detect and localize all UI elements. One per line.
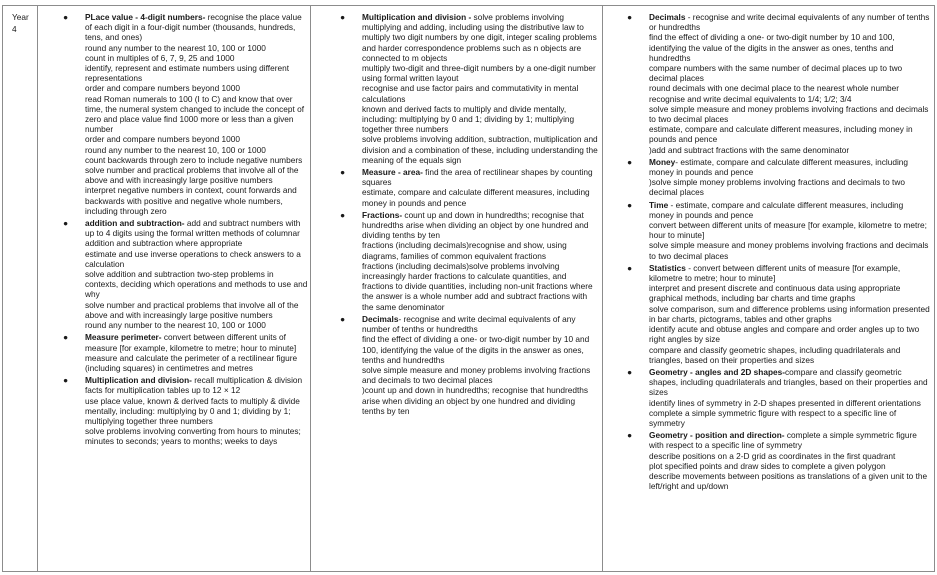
topic-text: convert between different units of measure [for example, kilometre to metre; hour to minute] measure and calculate the perimeter of a rectilinear figure (including squares) in centimetres and metres xyxy=(85,332,298,373)
bullet-icon: ● xyxy=(340,167,346,178)
topic-heading: Money xyxy=(649,156,676,167)
topic-heading: Measure perimeter- xyxy=(85,332,162,343)
topic-heading: Geometry - angles and 2D shapes- xyxy=(649,366,786,377)
bullet-icon: ● xyxy=(627,430,633,441)
topic-text: find the area of rectilinear shapes by counting squares estimate, compare and calculate different measures, including money in pounds and pence xyxy=(362,167,593,208)
topic-heading: addition and subtraction- xyxy=(85,218,185,229)
topic-text: count up and down in hundredths; recognise that hundredths arise when dividing an object by one hundred and dividing tenths by ten fractions (including decimals)recognise and show, using diagrams, families of common equivalent fractions fractions (including decimals)solve problems involving increasingly harder fractions to calculate quantities, and fractions to divide quantities, including non-unit fractions where the answer is a whole number add and subtract fractions with the same denominator xyxy=(362,209,593,312)
topic-item xyxy=(626,157,930,198)
topic-text: add and subtract numbers with up to 4 digits using the formal written methods of columnar addition and subtraction where appropriate estimate and use inverse operations to check answers to a calculation solve addition and subtraction two-step problems in contexts, deciding which operations and methods to use and why solve number and practical problems that involve all of the above and with increasingly large positive numbers round any number to the nearest 10, 100 or 1000 xyxy=(85,218,308,331)
topic-item xyxy=(626,12,930,155)
bullet-icon: ● xyxy=(627,156,633,167)
table-top-border xyxy=(2,5,935,6)
topic-text: - recognise and write decimal equivalents of any number of tenths or hundredths find the effect of dividing a one- or two-digit number by 10 and 100, identifying the value of the digits in the answer as ones, tenths and hundredths compare numbers with the same number of decimal places up to two decimal places round decimals with one decimal place to the nearest whole number recognise and write decimal equivalents to 1/4; 1/2; 3/4 solve simple measure and money problems involving fractions and decimals to two decimal places estimate, compare and calculate different measures, including money in pounds and pence )add and subtract fractions with the same denominator xyxy=(649,12,930,155)
bullet-icon: ● xyxy=(627,366,633,377)
bullet-icon: ● xyxy=(63,375,69,386)
topic-text: recall multiplication & division facts for multiplication tables up to 12 × 12 use place value, known & derived facts to multiply & divide mentally, including: multiplying by 0 and 1; dividing by 1; multiplying together three numbers solve problems involving converting from hours to minutes; minutes to seconds; years to months; weeks to days xyxy=(85,375,303,447)
bullet-icon: ● xyxy=(63,332,69,343)
topic-item xyxy=(626,200,930,261)
year-label: Year 4 xyxy=(12,12,29,34)
topic-text: recognise the place value of each digit in a four-digit number (thousands, hundreds, tens, and ones) round any number to the nearest 10, 100 or 1000 count in multiples of 6, 7, 9, 25 and 1000 identify, represent and estimate numbers using different representations order and compare numbers beyond 1000 read Roman numerals to 100 (I to C) and know that over time, the numeral system changed to include the concept of zero and place value find 1000 more or less than a given number order and compare numbers beyond 1000 round any number to the nearest 10, 100 or 1000 count backwards through zero to include negative numbers solve number and practical problems that involve all of the above and with increasingly large positive numbers interpret negative numbers in context, count forwards and backwards with positive and negative whole numbers, including through zero xyxy=(85,12,305,216)
topic-item xyxy=(626,430,930,491)
topic-heading: Decimals xyxy=(362,313,399,324)
table-left-border xyxy=(2,5,3,572)
topic-heading: Geometry - position and direction- xyxy=(649,430,785,441)
topic-text: - estimate, compare and calculate different measures, including money in pounds and pence )solve simple money problems involving fractions and decimals to two decimal places xyxy=(649,156,909,198)
column-3 xyxy=(626,12,930,491)
topic-heading: Time xyxy=(649,199,669,210)
column-1 xyxy=(62,12,308,447)
topic-item xyxy=(339,167,598,208)
topic-item xyxy=(626,263,930,365)
table-bottom-border xyxy=(2,571,935,572)
topic-item xyxy=(62,12,308,216)
topic-heading: Multiplication and division- xyxy=(85,375,192,386)
topic-item xyxy=(339,210,598,312)
bullet-icon: ● xyxy=(627,262,633,273)
bullet-icon: ● xyxy=(627,199,633,210)
topic-item xyxy=(62,218,308,330)
topic-item xyxy=(339,314,598,416)
topic-text: - recognise and write decimal equivalents of any number of tenths or hundredths find the effect of dividing a one- or two-digit number by 10 and 100, identifying the value of the digits in the answer as ones, tenths and hundredths solve simple measure and money problems involving fractions and decimals to two decimal places )count up and down in hundredths; recognise that hundredths arise when dividing an object by one hundred and dividing tenths by ten xyxy=(362,313,591,416)
topic-text: solve problems involving multiplying and adding, including using the distributive law to multiply two digit numbers by one digit, integer scaling problems and harder correspondence problems such as n objects are connected to m objects multiply two-digit and three-digit numbers by a one-digit number using formal written layout recognise and use factor pairs and commutativity in mental calculations known and derived facts to multiply and divide mentally, including: multiplying by 0 and 1; dividing by 1; multiplying together three numbers solve problems involving addition, subtraction, multiplication and division and a combination of these, including understanding the meaning of the equals sign xyxy=(362,12,598,165)
topic-heading: Multiplication and division - xyxy=(362,12,472,22)
bullet-icon: ● xyxy=(627,12,633,22)
bullet-icon: ● xyxy=(63,218,69,229)
column-divider xyxy=(310,5,311,572)
column-divider xyxy=(602,5,603,572)
topic-text: - convert between different units of measure [for example, kilometre to metre; hour to minute] interpret and present discrete and continuous data using appropriate graphical methods, including bar charts and time graphs solve comparison, sum and difference problems using information presented in bar charts, pictograms, tables and other graphs identify acute and obtuse angles and compare and order angles up to two right angles by size compare and classify geometric shapes, including quadrilaterals and triangles, based on their properties and sizes xyxy=(649,262,930,365)
column-divider xyxy=(37,5,38,572)
bullet-icon: ● xyxy=(63,12,69,22)
bullet-icon: ● xyxy=(340,12,346,22)
topic-heading: Decimals xyxy=(649,12,686,22)
bullet-icon: ● xyxy=(340,209,346,220)
table-right-border xyxy=(934,5,935,572)
topic-text: complete a simple symmetric figure with respect to a specific line of symmetry describe positions on a 2-D grid as coordinates in the first quadrant plot specified points and draw sides to complete a given polygon describe movements between positions as translations of a given unit to the left/right and up/down xyxy=(649,430,928,492)
bullet-icon: ● xyxy=(340,313,346,324)
column-2 xyxy=(339,12,598,416)
topic-item xyxy=(626,367,930,428)
topic-heading: Measure - area- xyxy=(362,167,423,178)
topic-item xyxy=(339,12,598,165)
topic-heading: PLace value - 4-digit numbers- xyxy=(85,12,206,22)
topic-item xyxy=(62,375,308,446)
topic-heading: Statistics xyxy=(649,262,686,273)
topic-text: - estimate, compare and calculate different measures, including money in pounds and pence convert between different units of measure [for example, kilometre to metre; hour to minute] solve simple measure and money problems involving fractions and decimals to two decimal places xyxy=(649,199,929,261)
topic-item xyxy=(62,332,308,373)
topic-text: compare and classify geometric shapes, including quadrilaterals and triangles, based on their properties and sizes identify lines of symmetry in 2-D shapes presented in different orientations complete a simple symmetric figure with respect to a specific line of symmetry xyxy=(649,366,928,428)
topic-heading: Fractions- xyxy=(362,209,403,220)
